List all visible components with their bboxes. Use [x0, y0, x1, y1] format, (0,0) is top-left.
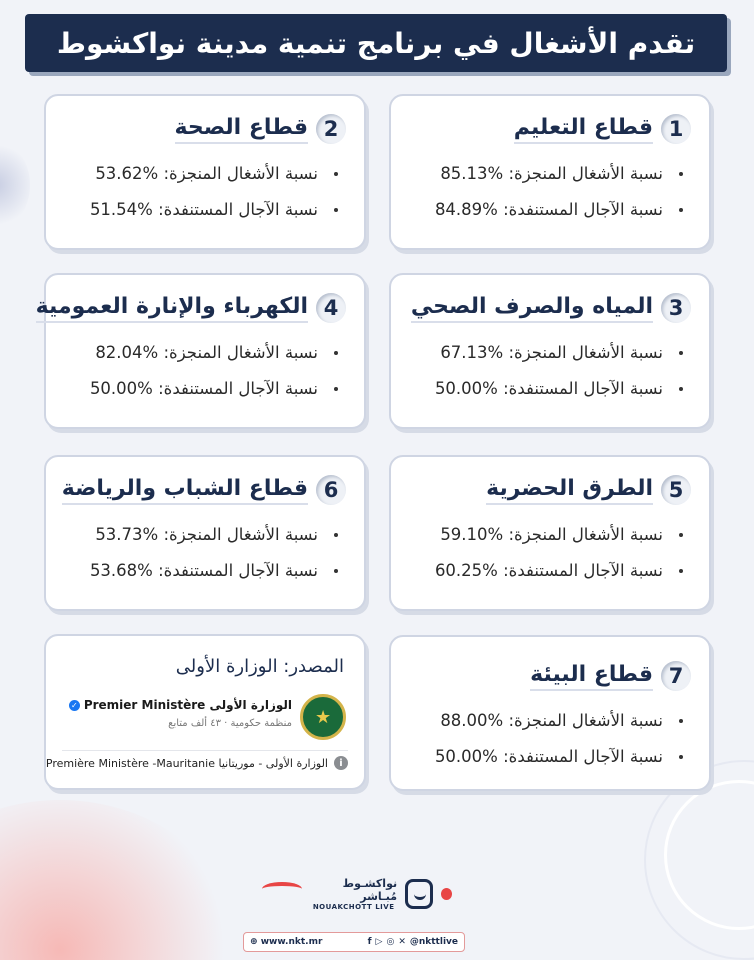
sector-number: 4 [316, 293, 346, 323]
time-label: نسبة الآجال المستنفدة: [158, 379, 318, 398]
page-info-text: الوزارة الأولى - موريتانيا Première Ministère -Mauritanie [45, 756, 328, 770]
brand-mark-icon [405, 879, 433, 909]
works-value: 59.10% [440, 525, 504, 544]
page-subtitle: منظمة حكومية · ٤٣ ألف متابع [168, 718, 292, 729]
works-label: نسبة الأشغال المنجزة: [163, 525, 318, 544]
time-label: نسبة الآجال المستنفدة: [158, 200, 318, 219]
works-stat [409, 517, 683, 553]
brand-name-en: NOUAKCHOTT LIVE [312, 903, 395, 911]
page-name: الوزارة الأولى Premier Ministère [83, 698, 292, 712]
time-stat [64, 553, 338, 589]
works-label: نسبة الأشغال المنجزة: [163, 343, 318, 362]
sector-title: الطرق الحضرية [486, 475, 653, 506]
time-label: نسبة الآجال المستنفدة: [503, 747, 663, 766]
sector-number: 6 [316, 475, 346, 505]
works-stat [64, 335, 338, 371]
website-text: www.nkt.mr [260, 937, 323, 947]
sector-title: المياه والصرف الصحي [411, 293, 653, 324]
sector-number: 5 [661, 475, 691, 505]
social-handle[interactable]: @nkttlive [409, 937, 458, 947]
sector-number: 1 [661, 114, 691, 144]
time-value: 60.25% [434, 561, 498, 580]
sector-number: 3 [661, 293, 691, 323]
x-icon[interactable]: ✕ [398, 937, 406, 947]
works-label: نسبة الأشغال المنجزة: [508, 343, 663, 362]
time-label: نسبة الآجال المستنفدة: [158, 561, 318, 580]
works-label: نسبة الأشغال المنجزة: [163, 164, 318, 183]
time-value: 51.54% [89, 200, 153, 219]
brand-text [310, 877, 397, 911]
sector-card-electricity [35, 273, 366, 429]
sector-number: 7 [661, 661, 691, 691]
facebook-icon[interactable]: f [367, 937, 372, 947]
source-label: المصدر: الوزارة الأولى [175, 656, 344, 677]
time-label: نسبة الآجال المستنفدة: [503, 200, 663, 219]
sector-card-health [44, 94, 366, 250]
time-label: نسبة الآجال المستنفدة: [503, 561, 663, 580]
works-stat [409, 156, 683, 192]
sector-card-water [389, 273, 711, 429]
ministry-seal-icon[interactable]: ★ [300, 694, 346, 740]
website-link[interactable] [250, 937, 322, 947]
brand-logo [262, 874, 452, 914]
time-value: 84.89% [434, 200, 498, 219]
background-decoration [0, 140, 30, 230]
sector-card-environment [389, 635, 711, 791]
time-stat [64, 371, 338, 407]
works-stat [409, 703, 683, 739]
facebook-page-name[interactable] [69, 698, 292, 712]
works-label: نسبة الأشغال المنجزة: [508, 711, 663, 730]
youtube-icon[interactable]: ▷ [375, 937, 383, 947]
time-label: نسبة الآجال المستنفدة: [503, 379, 663, 398]
verified-badge-icon: ✓ [69, 700, 80, 711]
works-value: 53.62% [95, 164, 159, 183]
page-title: تقدم الأشغال في برنامج تنمية مدينة نواكشوط [25, 14, 727, 72]
time-stat [409, 553, 683, 589]
social-links [368, 937, 458, 947]
brand-dot-icon [441, 888, 452, 900]
sector-title: قطاع التعليم [514, 114, 653, 145]
instagram-icon[interactable]: ◎ [386, 937, 395, 947]
sector-title: الكهرباء والإنارة العمومية [36, 293, 308, 324]
page-info [46, 756, 348, 770]
sector-card-roads [389, 455, 711, 611]
works-stat [64, 517, 338, 553]
sector-title: قطاع البيئة [530, 661, 653, 692]
works-value: 67.13% [440, 343, 504, 362]
brand-swoosh-icon [262, 882, 302, 896]
works-value: 88.00% [440, 711, 504, 730]
works-label: نسبة الأشغال المنجزة: [508, 164, 663, 183]
footer-bar [243, 932, 465, 952]
sector-title: قطاع الشباب والرياضة [62, 475, 308, 506]
works-value: 82.04% [95, 343, 159, 362]
sector-title: قطاع الصحة [175, 114, 308, 145]
time-stat [409, 192, 683, 228]
info-icon: i [334, 756, 348, 770]
works-value: 85.13% [440, 164, 504, 183]
background-decoration [0, 800, 240, 960]
works-stat [409, 335, 683, 371]
works-value: 53.73% [95, 525, 159, 544]
time-value: 53.68% [89, 561, 153, 580]
sector-card-youth-sports [44, 455, 366, 611]
time-stat [409, 739, 683, 775]
time-value: 50.00% [89, 379, 153, 398]
time-stat [409, 371, 683, 407]
globe-icon: ⊕ [250, 937, 258, 947]
works-stat [64, 156, 338, 192]
sector-card-education [389, 94, 711, 250]
works-label: نسبة الأشغال المنجزة: [508, 525, 663, 544]
brand-name-ar: نواكشـوط مُبـاشر [342, 877, 398, 903]
source-card [44, 634, 366, 790]
time-stat [64, 192, 338, 228]
time-value: 50.00% [434, 747, 498, 766]
time-value: 50.00% [434, 379, 498, 398]
sector-number: 2 [316, 114, 346, 144]
divider [62, 750, 348, 751]
